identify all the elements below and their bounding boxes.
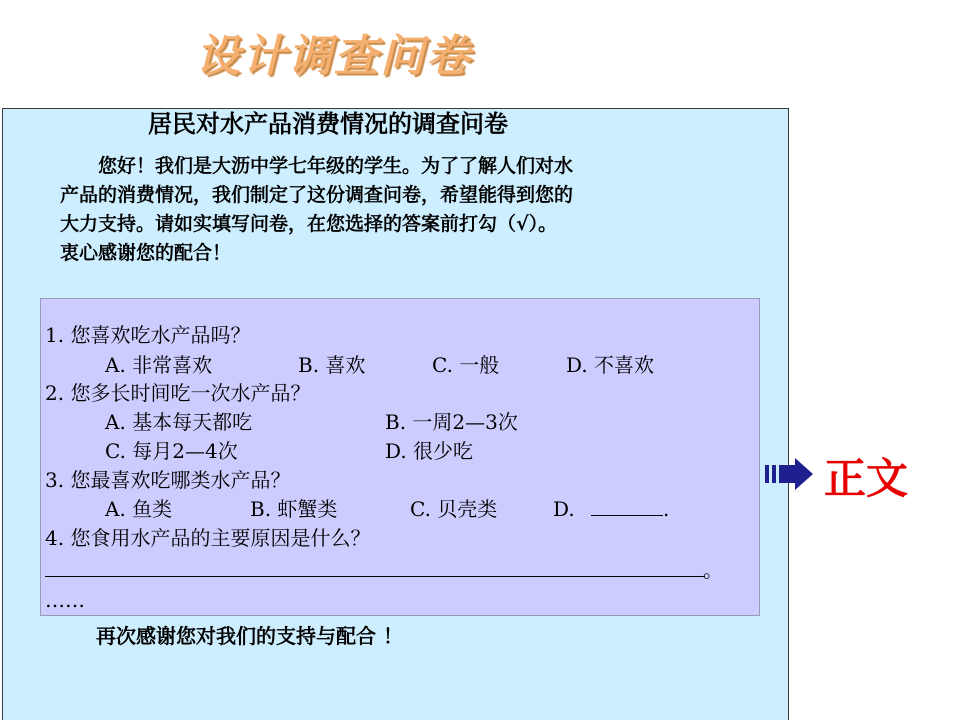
survey-intro bbox=[60, 152, 740, 268]
question-1: 1. 您喜欢吃水产品吗？ bbox=[45, 323, 251, 347]
q1-option-c[interactable]: C. 一般 bbox=[432, 353, 500, 377]
q1-option-a[interactable]: A. 非常喜欢 bbox=[105, 353, 213, 377]
closing-text: 再次感谢您对我们的支持与配合 ！ bbox=[96, 624, 403, 648]
q3-option-c[interactable]: C. 贝壳类 bbox=[410, 497, 498, 521]
intro-line: 产品的消费情况，我们制定了这份调查问卷，希望能得到您的 bbox=[60, 184, 574, 206]
q2-option-b[interactable]: B. 一周2—3次 bbox=[385, 410, 518, 434]
q4-end-mark: 。 bbox=[703, 558, 723, 582]
q2-option-c[interactable]: C. 每月2—4次 bbox=[105, 439, 238, 463]
survey-title: 居民对水产品消费情况的调查问卷 bbox=[148, 110, 508, 138]
slide-title: 设计调查问卷 bbox=[196, 31, 472, 82]
q1-option-d[interactable]: D. 不喜欢 bbox=[566, 353, 655, 377]
q1-option-b[interactable]: B. 喜欢 bbox=[298, 353, 366, 377]
intro-line: 衷心感谢您的配合！ bbox=[60, 242, 232, 264]
q3-option-b[interactable]: B. 虾蟹类 bbox=[250, 497, 338, 521]
question-2: 2. 您多长时间吃一次水产品？ bbox=[45, 381, 311, 405]
q3-period: . bbox=[663, 497, 670, 521]
question-4: 4. 您食用水产品的主要原因是什么？ bbox=[45, 526, 371, 550]
q4-answer-line[interactable] bbox=[45, 576, 705, 577]
side-label: 正文 bbox=[824, 454, 909, 503]
q3-fill-blank[interactable] bbox=[591, 495, 663, 516]
question-3: 3. 您最喜欢吃哪类水产品？ bbox=[45, 468, 291, 492]
intro-line: 大力支持。请如实填写问卷，在您选择的答案前打勾（√）。 bbox=[60, 213, 558, 235]
q2-option-d[interactable]: D. 很少吃 bbox=[385, 439, 474, 463]
q3-option-d[interactable]: D. bbox=[553, 497, 575, 521]
q3-option-a[interactable]: A. 鱼类 bbox=[105, 497, 173, 521]
ellipsis: …… bbox=[45, 588, 85, 612]
right-arrow-icon bbox=[765, 458, 815, 490]
intro-line: 您好！我们是大沥中学七年级的学生。为了了解人们对水 bbox=[60, 155, 574, 177]
q2-option-a[interactable]: A. 基本每天都吃 bbox=[105, 410, 253, 434]
q3-option-d-group bbox=[553, 495, 669, 523]
